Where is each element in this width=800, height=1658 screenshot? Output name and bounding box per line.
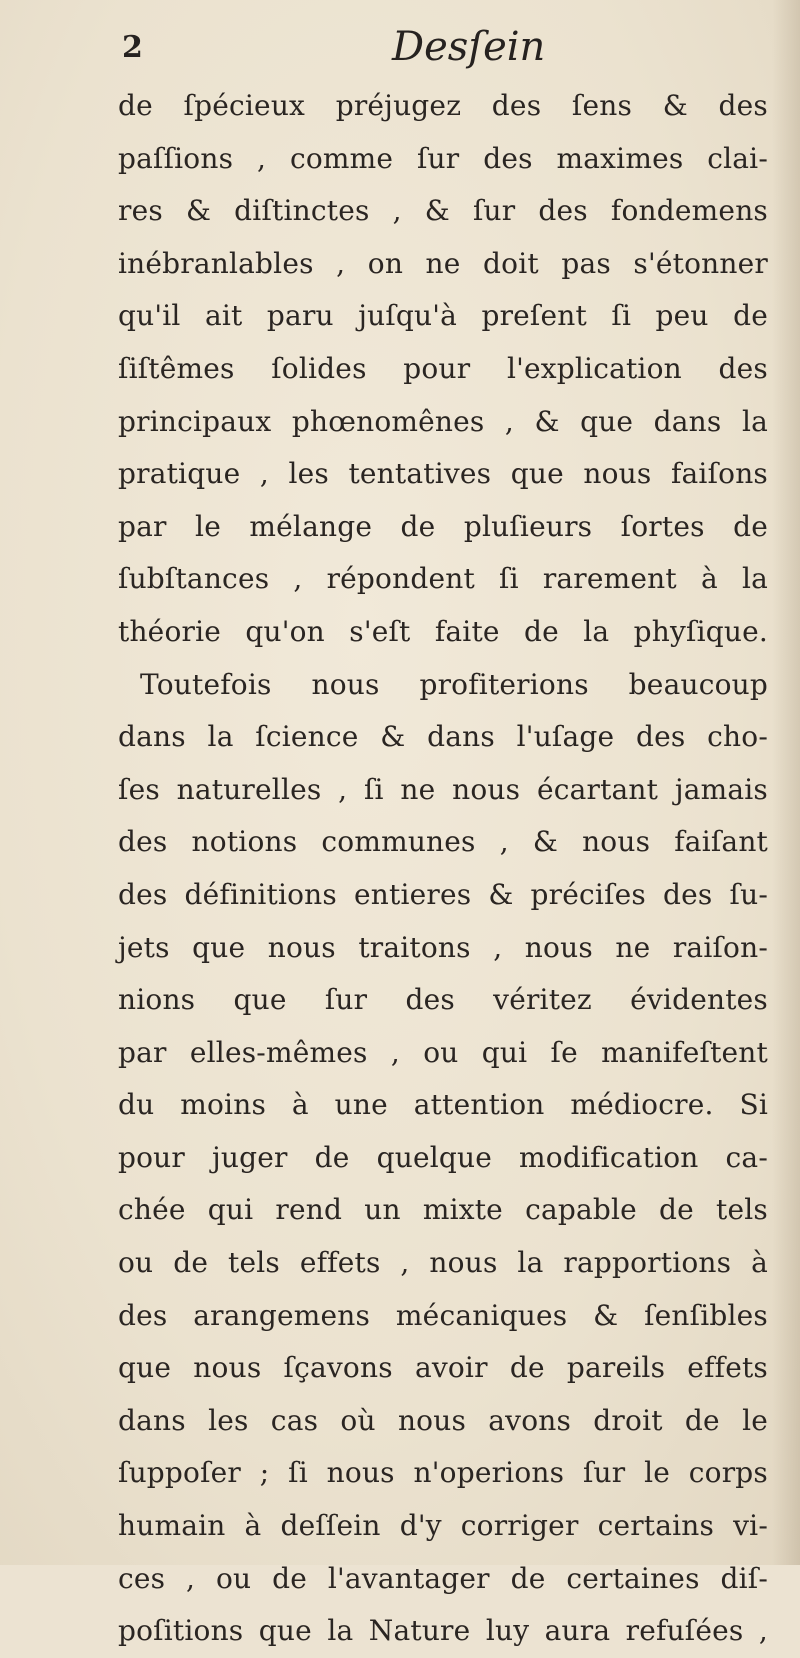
running-head: [122, 24, 792, 76]
text-line: des arangemens mécaniques & ſenſibles: [118, 1298, 768, 1332]
text-line: que nous ſçavons avoir de pareils effets: [118, 1351, 768, 1385]
text-line: ſes naturelles , ſi ne nous écartant jamais: [118, 772, 768, 806]
text-line: pratique , les tentatives que nous faiſons: [118, 457, 768, 491]
text-line: ſuppoſer ; ſi nous n'operions ſur le corps: [118, 1456, 768, 1490]
text-line: par le mélange de pluſieurs ſortes de: [118, 509, 768, 543]
body-text: [118, 80, 768, 1658]
text-line: de ſpécieux préjugez des ſens & des: [118, 89, 768, 122]
page-number: 2: [122, 30, 143, 65]
text-line: paſſions , comme ſur des maximes clai-: [118, 141, 768, 175]
text-line: ou de tels effets , nous la rapportions à: [118, 1246, 768, 1280]
text-line: par elles-mêmes , ou qui ſe manifeſtent: [118, 1035, 768, 1069]
text-line: dans les cas où nous avons droit de le: [118, 1403, 768, 1437]
text-line: poſitions que la Nature luy aura refuſées ,: [118, 1614, 768, 1648]
text-line: ſubſtances , répondent ſi rarement à la: [118, 562, 768, 596]
text-line: des définitions entieres & préciſes des ſu-: [118, 877, 768, 911]
text-line: Toutefois nous profiterions beaucoup: [140, 667, 768, 701]
text-line: inébranlables , on ne doit pas s'étonner: [118, 246, 768, 280]
text-line: jets que nous traitons , nous ne raiſon-: [118, 930, 768, 964]
text-line: qu'il ait paru juſqu'à preſent ſi peu de: [118, 299, 768, 333]
text-line: res & diſtinctes , & ſur des fondemens: [118, 194, 768, 228]
text-line: principaux phœnomênes , & que dans la: [118, 404, 768, 438]
text-line: théorie qu'on s'eſt faite de la phyſique.: [118, 614, 768, 648]
running-title: Desſein: [392, 24, 546, 70]
text-line: chée qui rend un mixte capable de tels: [118, 1193, 768, 1227]
text-line: des notions communes , & nous faiſant: [118, 825, 768, 859]
text-line: humain à deſſein d'y corriger certains vi-: [118, 1509, 768, 1543]
text-line: dans la ſcience & dans l'uſage des cho-: [118, 720, 768, 754]
text-line: du moins à une attention médiocre. Si: [118, 1088, 768, 1122]
text-line: pour juger de quelque modification ca-: [118, 1140, 768, 1174]
text-line: ſiſtêmes ſolides pour l'explication des: [118, 351, 768, 385]
page-edge-shadow: [772, 0, 800, 1565]
text-line: ces , ou de l'avantager de certaines diſ-: [118, 1561, 768, 1595]
text-line: nions que ſur des véritez évidentes: [118, 983, 768, 1017]
